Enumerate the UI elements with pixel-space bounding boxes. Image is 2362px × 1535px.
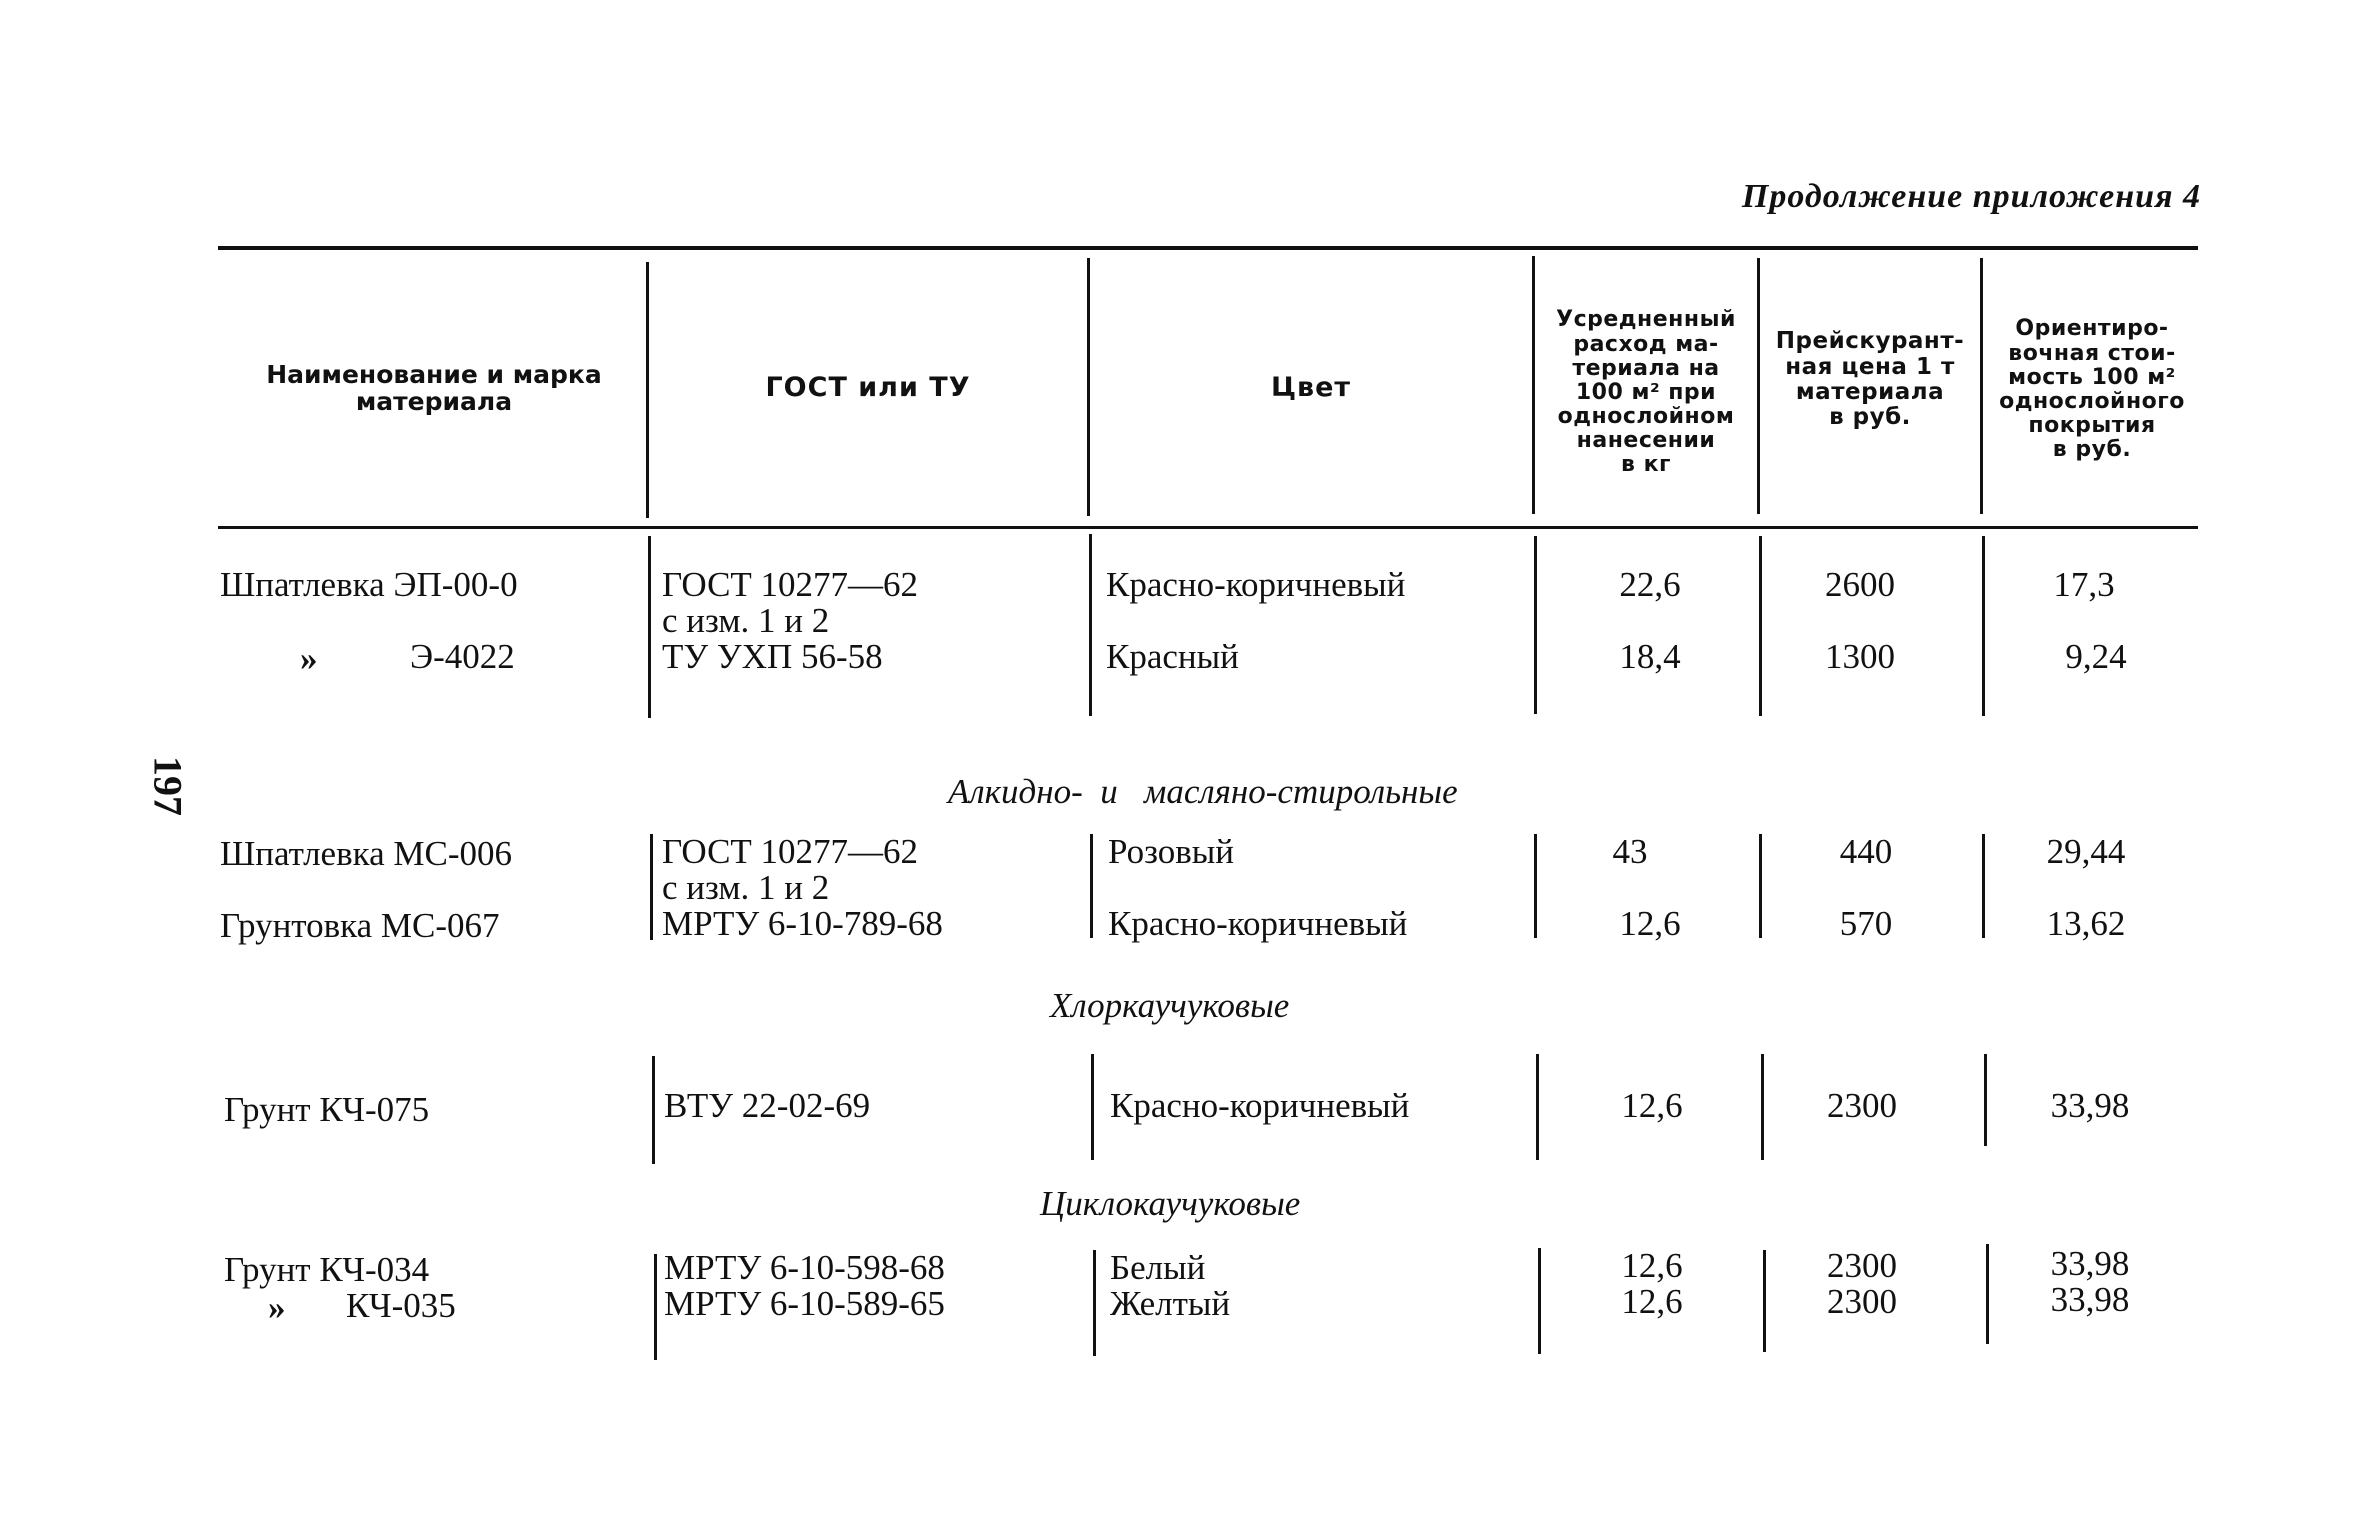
material-name: Грунтовка МС-067: [220, 906, 500, 945]
header-gost: ГОСТ или ТУ: [765, 372, 971, 404]
consumption-value: 18,4: [1619, 637, 1681, 676]
material-name: Шпатлевка МС-006: [220, 834, 512, 873]
row-divider: [1982, 536, 1985, 716]
row-divider: [1538, 1248, 1541, 1354]
row-divider: [1093, 1250, 1096, 1356]
row-divider: [1089, 534, 1092, 716]
continuation-title: Продолжение приложения 4: [1741, 178, 2201, 215]
row-divider: [652, 1056, 655, 1164]
cost-value: 29,44: [2046, 832, 2126, 871]
gost-value: МРТУ 6-10-589-65: [664, 1284, 945, 1323]
gost-value: ТУ УХП 56-58: [662, 637, 883, 676]
cost-value: 17,3: [2053, 565, 2115, 604]
row-divider: [1536, 1054, 1539, 1160]
header-color: Цвет: [1270, 372, 1352, 404]
material-name: Грунт КЧ-034: [224, 1250, 430, 1289]
header-consumption: Усредненный расход ма- териала на 100 м² при однослойном нанесении в кг: [1556, 307, 1736, 478]
cost-value: 13,62: [2046, 904, 2126, 943]
price-value: 570: [1839, 904, 1893, 943]
section-title: Циклокаучуковые: [1040, 1184, 1301, 1223]
gost-value: ГОСТ 10277—62: [662, 565, 919, 604]
row-divider: [1759, 536, 1762, 716]
page-number: 197: [145, 756, 191, 816]
header-cost: Ориентиро- вочная стои- мость 100 м² однослойного покрытия в руб.: [1999, 316, 2185, 463]
header-price: Прейскурант- ная цена 1 т материала в руб.: [1775, 328, 1965, 431]
cost-value: 33,98: [2050, 1280, 2130, 1319]
color-value: Красный: [1106, 637, 1239, 676]
material-name: Э-4022: [410, 637, 515, 676]
material-name: Шпатлевка ЭП-00-0: [220, 565, 518, 604]
cost-value: 33,98: [2050, 1086, 2130, 1125]
row-divider: [1534, 536, 1537, 714]
color-value: Белый: [1110, 1248, 1206, 1287]
table-top-rule: [218, 246, 2198, 250]
cost-value: 9,24: [2065, 637, 2127, 676]
header-bottom-rule: [218, 526, 2198, 529]
header-divider: [1087, 258, 1090, 516]
price-value: 440: [1839, 832, 1893, 871]
material-name: КЧ-035: [346, 1286, 456, 1325]
row-divider: [648, 536, 651, 718]
header-divider: [1757, 258, 1760, 514]
row-divider: [1091, 1054, 1094, 1160]
price-value: 2300: [1827, 1086, 1897, 1125]
gost-value: ГОСТ 10277—62: [662, 832, 919, 871]
color-value: Красно-коричневый: [1110, 1086, 1410, 1125]
color-value: Красно-коричневый: [1108, 904, 1408, 943]
section-title: Алкидно- и масляно-стирольные: [948, 772, 1458, 811]
price-value: 2300: [1827, 1282, 1897, 1321]
consumption-value: 12,6: [1619, 904, 1681, 943]
header-divider: [1980, 258, 1983, 514]
gost-note: с изм. 1 и 2: [662, 868, 830, 907]
gost-note: с изм. 1 и 2: [662, 601, 830, 640]
row-divider: [650, 834, 653, 940]
header-divider: [1532, 256, 1535, 514]
row-divider: [1090, 834, 1093, 938]
price-value: 1300: [1825, 637, 1895, 676]
consumption-value: 43: [1612, 832, 1648, 871]
consumption-value: 12,6: [1621, 1086, 1683, 1125]
color-value: Желтый: [1110, 1284, 1231, 1323]
gost-value: ВТУ 22-02-69: [664, 1086, 871, 1125]
section-title: Хлоркаучуковые: [1050, 986, 1290, 1025]
header-name: Наименование и марка материала: [266, 359, 602, 416]
gost-value: МРТУ 6-10-789-68: [662, 904, 943, 943]
ditto-mark: »: [268, 1288, 286, 1327]
ditto-mark: »: [300, 639, 318, 678]
price-value: 2600: [1825, 565, 1895, 604]
header-divider: [646, 262, 649, 518]
consumption-value: 12,6: [1621, 1246, 1683, 1285]
row-divider: [654, 1254, 657, 1360]
color-value: Красно-коричневый: [1106, 565, 1406, 604]
material-name: Грунт КЧ-075: [224, 1090, 430, 1129]
color-value: Розовый: [1108, 832, 1234, 871]
price-value: 2300: [1827, 1246, 1897, 1285]
cost-value: 33,98: [2050, 1244, 2130, 1283]
gost-value: МРТУ 6-10-598-68: [664, 1248, 945, 1287]
consumption-value: 12,6: [1621, 1282, 1683, 1321]
consumption-value: 22,6: [1619, 565, 1681, 604]
